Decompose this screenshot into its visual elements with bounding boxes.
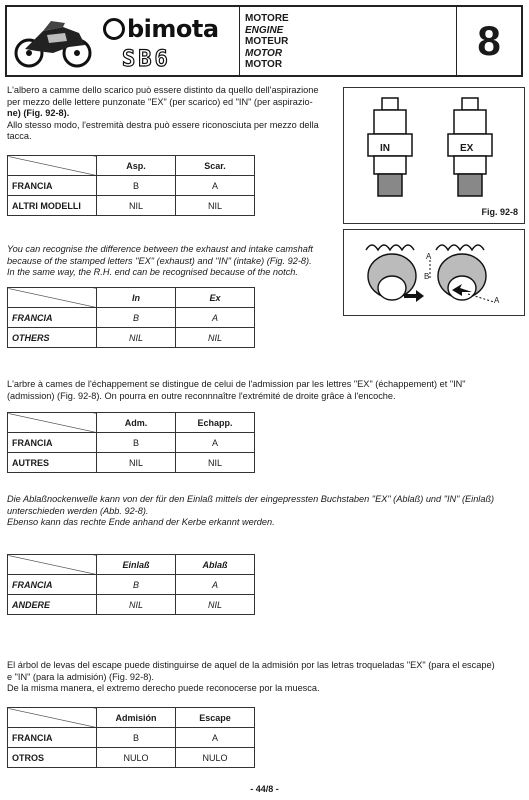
row-label: FRANCIA bbox=[8, 308, 97, 328]
table-cell: A bbox=[176, 176, 255, 196]
ex-mark-label: EX bbox=[460, 143, 474, 154]
table-header: Asp. bbox=[97, 156, 176, 176]
logo-area bbox=[7, 7, 240, 75]
fr-line-2: (admission) (Fig. 92-8). On pourra en outre reconnnaître l'extrémité de droite grâce à l'encoche. bbox=[7, 390, 396, 401]
es-line-3: De la misma manera, el extremo derecho puede reconocerse por la muesca. bbox=[7, 683, 320, 694]
title-fr: MOTEUR bbox=[245, 36, 289, 47]
es-line-2: e "IN" (para la admisión) (Fig. 92-8). bbox=[7, 671, 154, 682]
spanish-table bbox=[7, 707, 255, 768]
row-label: FRANCIA bbox=[8, 575, 97, 595]
table-cell: A bbox=[176, 433, 255, 453]
en-line-2: because of the stamped letters "EX" (exhaust) and "IN" (intake) (Fig. 92-8). bbox=[7, 255, 312, 266]
row-label: ANDERE bbox=[8, 595, 97, 615]
table-cell: NULO bbox=[97, 748, 176, 768]
french-table bbox=[7, 412, 255, 473]
table-cell: A bbox=[176, 308, 255, 328]
title-es: MOTOR bbox=[245, 59, 283, 70]
page-header bbox=[5, 5, 523, 77]
de-line-1: Die Ablaßnockenwelle kann von der für den Einlaß mittels der eingepressten Buchstaben "EX" (Ablaß) und "IN" (Einlaß) bbox=[7, 494, 495, 504]
table-header: Scar. bbox=[176, 156, 255, 176]
row-label: FRANCIA bbox=[8, 433, 97, 453]
en-line-1: You can recognise the difference between the exhaust and intake camshaft bbox=[7, 244, 313, 254]
spanish-text bbox=[7, 660, 525, 695]
table-cell: B bbox=[97, 575, 176, 595]
en-line-3: In the same way, the R.H. end can be recognised because of the notch. bbox=[7, 267, 298, 278]
section-titles bbox=[245, 13, 289, 71]
it-line-5: tacca. bbox=[7, 131, 32, 142]
table-header: Einlaß bbox=[97, 555, 176, 575]
table-cell: B bbox=[97, 433, 176, 453]
table-cell: A bbox=[176, 728, 255, 748]
title-de: MOTOR bbox=[245, 47, 283, 59]
row-label: ALTRI MODELLI bbox=[8, 196, 97, 216]
table-corner bbox=[8, 288, 97, 308]
row-label: OTROS bbox=[8, 748, 97, 768]
it-line-4: Allo stesso modo, l'estremità destra può essere riconosciuta per mezzo della bbox=[7, 119, 319, 130]
table-corner bbox=[8, 555, 97, 575]
italian-table bbox=[7, 155, 255, 216]
table-cell: B bbox=[97, 308, 176, 328]
table-cell: A bbox=[176, 575, 255, 595]
table-cell: NIL bbox=[176, 196, 255, 216]
camshaft-ends-drawing bbox=[344, 88, 524, 208]
in-mark-label: IN bbox=[380, 143, 390, 154]
table-corner bbox=[8, 413, 97, 433]
row-label: OTHERS bbox=[8, 328, 97, 348]
title-it: MOTORE bbox=[245, 13, 289, 24]
table-header: Escape bbox=[176, 708, 255, 728]
table-corner bbox=[8, 156, 97, 176]
table-cell: NIL bbox=[176, 453, 255, 473]
german-text bbox=[7, 494, 525, 529]
it-line-2: per mezzo delle lettere punzonate "EX" (per scarico) ed "IN" (per aspirazio- bbox=[7, 96, 313, 107]
point-a-label: A bbox=[426, 252, 432, 261]
figure-camshaft-marks bbox=[343, 87, 525, 224]
table-cell: NIL bbox=[176, 595, 255, 615]
page-number: - 44/8 - bbox=[250, 784, 279, 794]
title-en: ENGINE bbox=[245, 24, 284, 36]
point-b-label: B bbox=[424, 272, 430, 281]
table-header: In bbox=[97, 288, 176, 308]
table-corner bbox=[8, 708, 97, 728]
figure-camshaft-notch bbox=[343, 229, 525, 316]
es-line-1: El árbol de levas del escape puede distinguirse de aquel de la admisión por las letras troqueladas "EX" (para el escape) bbox=[7, 660, 495, 670]
table-cell: NIL bbox=[97, 595, 176, 615]
it-line-1: L'albero a camme dello scarico può essere distinto da quello dell'aspirazione bbox=[7, 85, 319, 95]
row-label: FRANCIA bbox=[8, 728, 97, 748]
model-logo: SB6 bbox=[122, 47, 171, 72]
row-label: FRANCIA bbox=[8, 176, 97, 196]
french-text bbox=[7, 379, 525, 402]
motorcycle-illustration bbox=[13, 13, 93, 69]
de-line-3: Ebenso kann das rechte Ende anhand der Kerbe erkannt werden. bbox=[7, 517, 275, 528]
table-header: Admisión bbox=[97, 708, 176, 728]
it-line-3: ne) (Fig. 92-8). bbox=[7, 108, 70, 119]
german-table bbox=[7, 554, 255, 615]
table-header: Adm. bbox=[97, 413, 176, 433]
english-table bbox=[7, 287, 255, 348]
english-text bbox=[7, 244, 342, 279]
table-cell: NIL bbox=[97, 196, 176, 216]
point-a-label: A bbox=[494, 296, 500, 305]
table-cell: B bbox=[97, 728, 176, 748]
chapter-number: 8 bbox=[456, 7, 521, 75]
italian-text bbox=[7, 85, 337, 143]
table-header: Ablaß bbox=[176, 555, 255, 575]
row-label: AUTRES bbox=[8, 453, 97, 473]
fr-line-1: L'arbre à cames de l'échappement se distingue de celui de l'admission par les lettres "EX" (échappement) et "IN" bbox=[7, 379, 466, 389]
table-cell: B bbox=[97, 176, 176, 196]
figure-label: Fig. 92-8 bbox=[481, 207, 518, 217]
table-header: Ex bbox=[176, 288, 255, 308]
table-header: Echapp. bbox=[176, 413, 255, 433]
table-cell: NIL bbox=[97, 328, 176, 348]
table-cell: NIL bbox=[176, 328, 255, 348]
brand-name: bimota bbox=[127, 15, 219, 43]
brand-symbol-icon bbox=[103, 18, 125, 40]
table-cell: NULO bbox=[176, 748, 255, 768]
brand-logo bbox=[103, 15, 219, 43]
de-line-2: unterschieden werden (Abb. 92-8). bbox=[7, 505, 149, 516]
table-cell: NIL bbox=[97, 453, 176, 473]
